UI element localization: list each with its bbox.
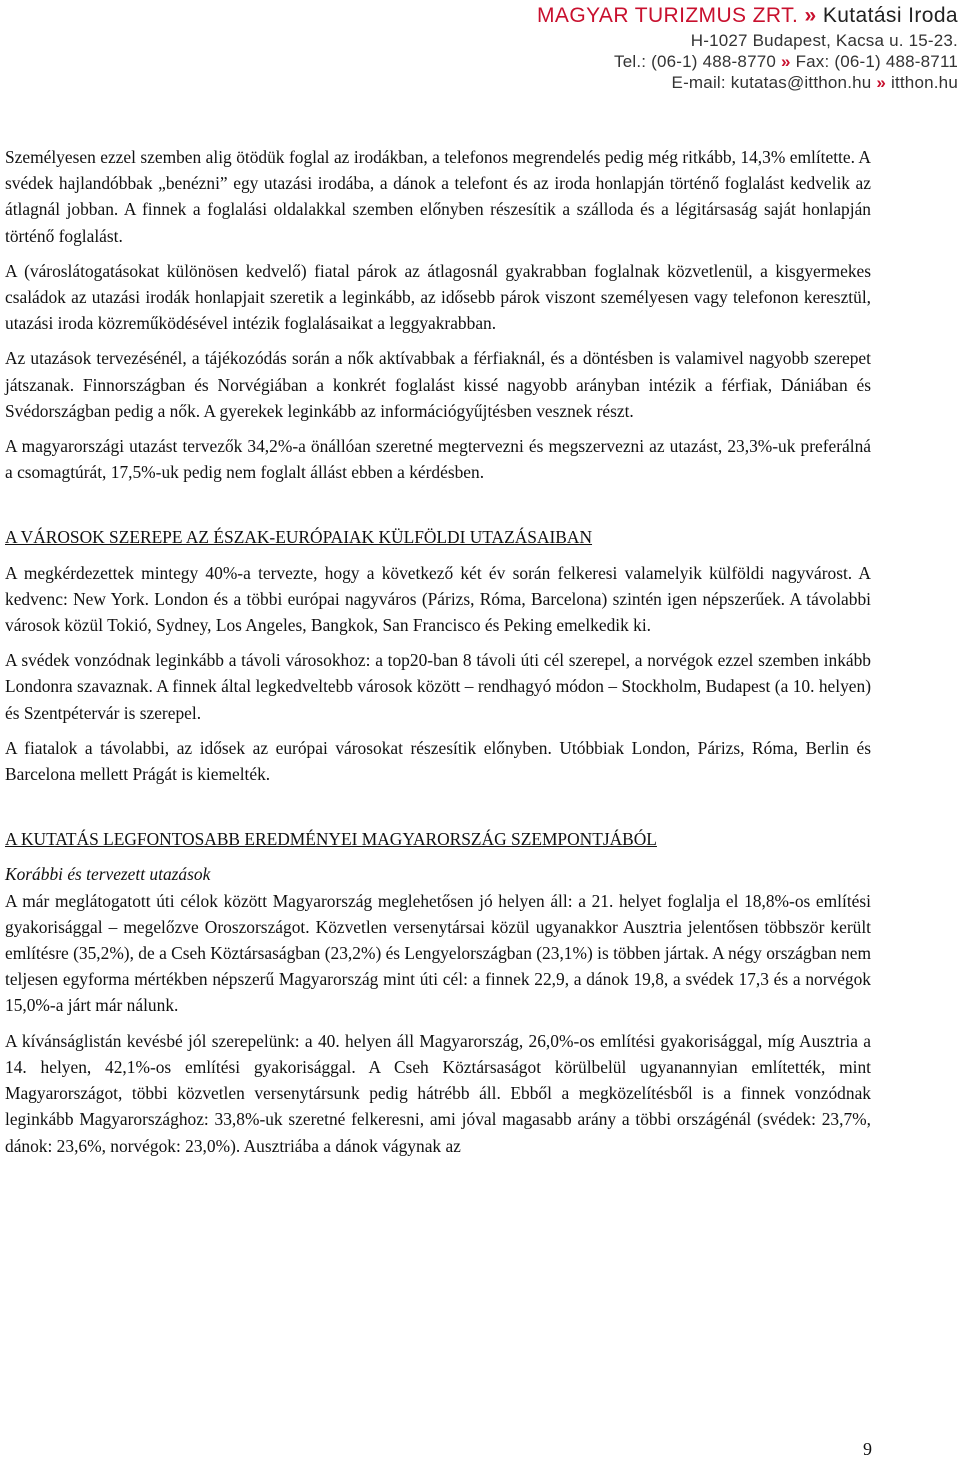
section-heading-cities: A VÁROSOK SZEREPE AZ ÉSZAK-EURÓPAIAK KÜLFÖLDI UTAZÁSAIBAN	[5, 527, 593, 548]
document-body	[5, 144, 871, 1168]
paragraph: A (városlátogatásokat különösen kedvelő) fiatal párok az átlagosnál gyakrabban foglalnak közvetlenül, a kisgyermekes családok az utazási irodák honlapjait szeretik a leginkább, az idősebb párok viszont személyesen vagy telefonon keresztül, utazási iroda közreműködésével intézik foglalásaikat a leggyakrabban.	[5, 260, 871, 334]
letterhead-title-line	[438, 2, 958, 30]
paragraph: A kívánságlistán kevésbé jól szerepelünk: a 40. helyen áll Magyarország, 26,0%-os említési gyakorisággal, míg Ausztria a 14. helyen, 42,1%-os említési gyakorisággal. A Cseh Köztársaságot körülbelül ugyanannyian említették, mint Magyarországot, többi közvetlen versenytársunk pedig hátrébb áll. Ebből a megközelítésből is a finnek vonzódnak leginkább Magyarországhoz: 33,8%-uk szeretné felkeresni, ami jóval magasabb arány a többi országénál (svédek: 23,7%, dánok: 23,6%, norvégok: 23,0%). Ausztriába a dánok vágynak az	[5, 1030, 871, 1156]
paragraph: Az utazások tervezésénél, a tájékozódás során a nők aktívabbak a férfiaknál, és a döntésben is valamivel nagyobb szerepet játszanak. Finnországban és Norvégiában a konkrét foglalást kissé nagyobb arányban intézik a férfiak, Dániában és Svédországban pedig a nők. A gyerekek leginkább az információgyűjtésben vesznek részt.	[5, 348, 871, 421]
separator-glyph: »	[780, 52, 791, 71]
paragraph: Személyesen ezzel szemben alig ötödük foglal az irodákban, a telefonos megrendelés pedig még ritkább, 14,3% említette. A svédek hajlandóbbak „benézni” egy utazási irodába, a dánok a telefont és az iroda honlapján történő foglalást kedvelik az átlagnál jobban. A finnek a foglalási oldalakkal szemben előnyben részesítik a szálloda és a légitársaság saját honlapján történő foglalást.	[5, 147, 871, 246]
section-heading-hungary: A KUTATÁS LEGFONTOSABB EREDMÉNYEI MAGYARORSZÁG SZEMPONTJÁBÓL	[5, 829, 657, 850]
address-line: H-1027 Budapest, Kacsa u. 15-23.	[690, 31, 958, 50]
subsection-heading: Korábbi és tervezett utazások	[5, 864, 211, 885]
website-link[interactable]: itthon.hu	[890, 73, 958, 92]
paragraph: A megkérdezettek mintegy 40%-a tervezte, hogy a következő két év során felkeresi valamelyik külföldi nagyvárost. A kedvenc: New York. London és a többi európai nagyváros (Párizs, Róma, Barcelona) szintén igen népszerűek. A távolabbi városok közül Tokió, Sydney, Los Angeles, Bangkok, San Francisco és Peking emelkedik ki.	[5, 562, 871, 636]
separator-glyph: »	[876, 73, 887, 92]
letterhead	[438, 0, 960, 93]
department-name: Kutatási Iroda	[822, 4, 958, 27]
phone-fax-line	[438, 51, 958, 72]
paragraph: A magyarországi utazást tervezők 34,2%-a önállóan szeretné megtervezni és megszervezni az utazást, 23,3%-uk preferálná a csomagtúrát, 17,5%-uk pedig nem foglalt állást ebben a kérdésben.	[5, 436, 871, 483]
page-number: 9	[863, 1439, 872, 1459]
fax-number: Fax: (06-1) 488-8711	[795, 52, 958, 71]
email-link[interactable]: E-mail: kutatas@itthon.hu	[671, 73, 872, 92]
paragraph: A svédek vonzódnak leginkább a távoli városokhoz: a top20-ban 8 távoli úti cél szerepel, a norvégok ezzel szemben inkább Londonra szavaznak. A finnek által legkedveltebb városok között – rendhagyó módon – Stockholm, Budapest (a 10. helyen) és Szentpétervár is szerepel.	[5, 650, 871, 723]
phone-number: Tel.: (06-1) 488-8770	[614, 52, 777, 71]
paragraph: A már meglátogatott úti célok között Magyarország meglehetősen jó helyen áll: a 21. helyet foglalja el 18,8%-os említési gyakorisággal – megelőzve Oroszországot. Közvetlen versenytársai közül ugyanakkor Ausztria jelentősen többször került említésre (35,2%), de a Cseh Köztársaságban (23,2%) és Lengyelországban (23,1%) is többen jártak. A négy országban nem teljesen egyforma mértékben népszerű Magyarország mint úti cél: a finnek 22,9, a dánok 19,8, a svédek 17,3 és a norvégok 15,0%-a járt már nálunk.	[5, 890, 871, 1016]
contact-line	[438, 72, 958, 93]
paragraph: A fiatalok a távolabbi, az idősek az európai városokat részesítik előnyben. Utóbbiak London, Párizs, Róma, Berlin és Barcelona mellett Prágát is kiemelték.	[5, 737, 871, 785]
separator-glyph: »	[804, 4, 817, 27]
company-name: MAGYAR TURIZMUS ZRT.	[537, 4, 799, 27]
